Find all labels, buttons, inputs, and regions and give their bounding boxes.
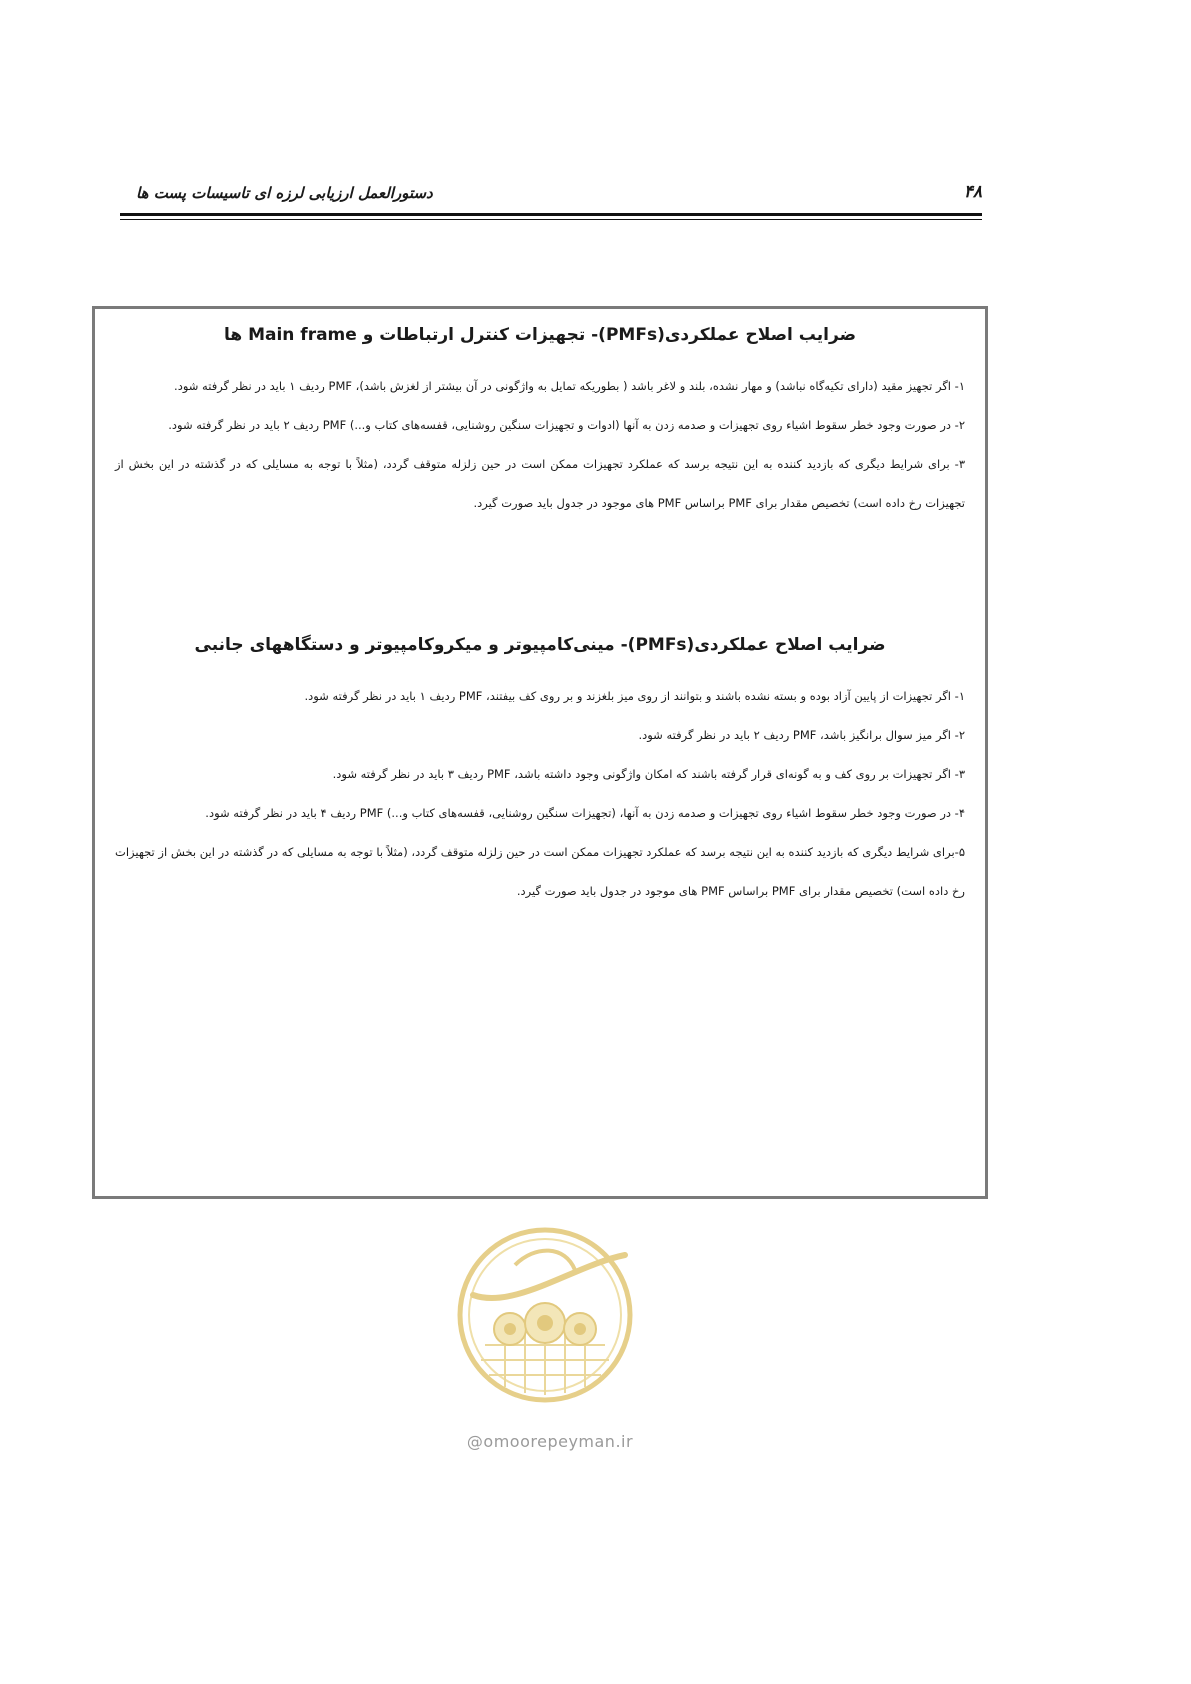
page-header [120, 180, 982, 210]
content-frame [92, 306, 988, 1199]
page-number: ۴۸ [963, 182, 982, 202]
watermark-url: @omoorepeyman.ir [466, 1432, 634, 1451]
list-item: ۳- برای شرایط دیگری که بازدید کننده به این نتیجه برسد که عملکرد تجهیزات ممکن است در حین زلزله متوقف گردد، (مثلاً با توجه به مسایلی که در گذشته در این بخش از تجهیزات رخ داده است) تخصیص مقدار برای PMF براساس PMF های موجود در جدول باید صورت گیرد. [115, 457, 965, 510]
section-communications-control [115, 321, 965, 523]
list-item: ۵-برای شرایط دیگری که بازدید کننده به این نتیجه برسد که عملکرد تجهیزات ممکن است در حین زلزله متوقف گردد، (مثلاً با توجه به مسایلی که در گذشته در این بخش از تجهیزات رخ داده است) تخصیص مقدار برای PMF براساس PMF های موجود در جدول باید صورت گیرد. [115, 845, 965, 898]
section-title: ضرایب اصلاح عملکردی(PMFs)- مینی‌کامپیوتر و میکروکامپیوتر و دستگاههای جانبی [194, 635, 886, 655]
running-title: دستورالعمل ارزیابی لرزه ای تاسیسات پست ها [136, 184, 433, 202]
header-rule [120, 213, 982, 216]
list-item: ۱- اگر تجهیز مقید (دارای تکیه‌گاه نباشد) و مهار نشده، بلند و لاغر باشد ( بطوریکه تمایل به واژگونی در آن بیشتر از لغزش باشد)، PMF ردیف ۱ باید در نظر گرفته شود. [174, 379, 965, 393]
list-item: ۱- اگر تجهیزات از پایین آزاد بوده و بسته نشده باشند و بتوانند از روی میز بلغزند و بر روی کف بیفتند، PMF ردیف ۱ باید در نظر گرفته شود. [304, 689, 965, 703]
list-item: ۲- اگر میز سوال برانگیز باشد، PMF ردیف ۲ باید در نظر گرفته شود. [638, 728, 965, 742]
list-item: ۲- در صورت وجود خطر سقوط اشیاء روی تجهیزات و صدمه زدن به آنها (ادوات و تجهیزات سنگین روشنایی، قفسه‌های کتاب و...) PMF ردیف ۲ باید در نظر گرفته شود. [168, 418, 965, 432]
watermark-logo [455, 1225, 635, 1405]
section-computers [115, 631, 965, 911]
header-rule-thin [120, 219, 982, 220]
seal-icon [455, 1225, 635, 1405]
list-item: ۴- در صورت وجود خطر سقوط اشیاء روی تجهیزات و صدمه زدن به آنها، (تجهیزات سنگین روشنایی، قفسه‌های کتاب و...) PMF ردیف ۴ باید در نظر گرفته شود. [205, 806, 965, 820]
section-title: ضرایب اصلاح عملکردی(PMFs)- تجهیزات کنترل ارتباطات و Main frame ها [223, 325, 857, 345]
list-item: ۳- اگر تجهیزات بر روی کف و به گونه‌ای قرار گرفته باشند که امکان واژگونی وجود داشته باشد، PMF ردیف ۳ باید در نظر گرفته شود. [332, 767, 965, 781]
